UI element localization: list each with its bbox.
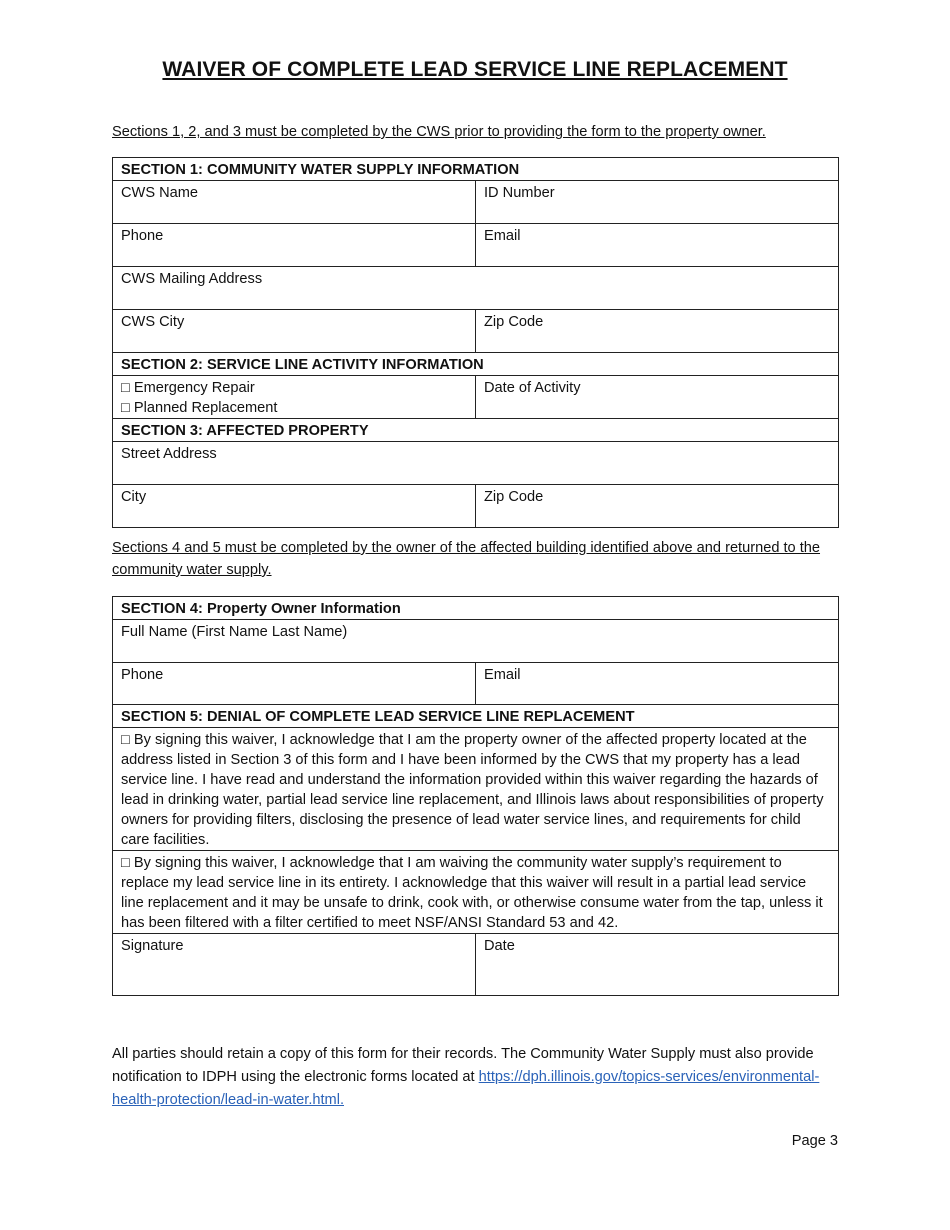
instructions-sections-4-5: Sections 4 and 5 must be completed by the owner of the affected building identified above and returned to the community water supply. <box>112 540 821 578</box>
footer-text: All parties should retain a copy of this form for their records. The Community Water Supply must also provide notification to IDPH using the electronic forms located at <box>112 1046 814 1085</box>
owner-phone-field[interactable]: Phone <box>113 663 476 705</box>
cws-email-field[interactable]: Email <box>476 224 839 267</box>
cws-city-field[interactable]: CWS City <box>113 310 476 353</box>
section-3-header: SECTION 3: AFFECTED PROPERTY <box>113 419 839 442</box>
owner-full-name-field[interactable]: Full Name (First Name Last Name) <box>113 620 839 663</box>
instructions-sections-1-3: Sections 1, 2, and 3 must be completed by the CWS prior to providing the form to the property owner. <box>112 124 766 140</box>
emergency-repair-checkbox[interactable]: □ Emergency Repair <box>121 380 255 396</box>
section-4-header: SECTION 4: Property Owner Information <box>113 597 839 620</box>
acknowledgement-2-checkbox[interactable]: □ By signing this waiver, I acknowledge that I am waiving the community water supply’s requirement to replace my lead service line in its entirety. I acknowledge that this waiver will result in a partial lead service line replacement and it may be unsafe to drink, cook with, or otherwise consume water from the tap, unless it has been filtered with a filter certified to meet NSF/ANSI Standard 53 and 42. <box>113 851 839 934</box>
cws-zip-field[interactable]: Zip Code <box>476 310 839 353</box>
section-5-header: SECTION 5: DENIAL OF COMPLETE LEAD SERVICE LINE REPLACEMENT <box>113 705 839 728</box>
idph-link[interactable]: https://dph.illinois.gov/topics-services/environmental-health-protection/lead-in-water.html. <box>112 1069 820 1108</box>
cws-name-field[interactable]: CWS Name <box>113 181 476 224</box>
cws-mailing-address-field[interactable]: CWS Mailing Address <box>113 267 839 310</box>
signature-date-field[interactable]: Date <box>476 934 839 996</box>
id-number-field[interactable]: ID Number <box>476 181 839 224</box>
cws-phone-field[interactable]: Phone <box>113 224 476 267</box>
owner-email-field[interactable]: Email <box>476 663 839 705</box>
form-table-sections-1-3 <box>112 157 839 528</box>
section-1-header: SECTION 1: COMMUNITY WATER SUPPLY INFORMATION <box>113 158 839 181</box>
page-title: WAIVER OF COMPLETE LEAD SERVICE LINE REPLACEMENT <box>162 58 788 81</box>
street-address-field[interactable]: Street Address <box>113 442 839 485</box>
footer-note <box>112 1043 838 1112</box>
planned-replacement-checkbox[interactable]: □ Planned Replacement <box>121 400 278 416</box>
property-zip-field[interactable]: Zip Code <box>476 485 839 528</box>
page-number: Page 3 <box>791 1133 838 1149</box>
form-table-sections-4-5 <box>112 596 839 996</box>
section-2-header: SECTION 2: SERVICE LINE ACTIVITY INFORMATION <box>113 353 839 376</box>
property-city-field[interactable]: City <box>113 485 476 528</box>
date-of-activity-field[interactable]: Date of Activity <box>476 376 839 419</box>
acknowledgement-1-checkbox[interactable]: □ By signing this waiver, I acknowledge that I am the property owner of the affected property located at the address listed in Section 3 of this form and I have been informed by the CWS that my property has a lead service line. I have read and understand the information provided within this waiver regarding the hazards of lead in drinking water, partial lead service line replacement, and Illinois laws about responsibilities of property owners for providing filters, disclosing the presence of lead water service lines, and requirements for child care facilities. <box>113 728 839 851</box>
signature-field[interactable]: Signature <box>113 934 476 996</box>
activity-type-cell <box>113 376 476 419</box>
